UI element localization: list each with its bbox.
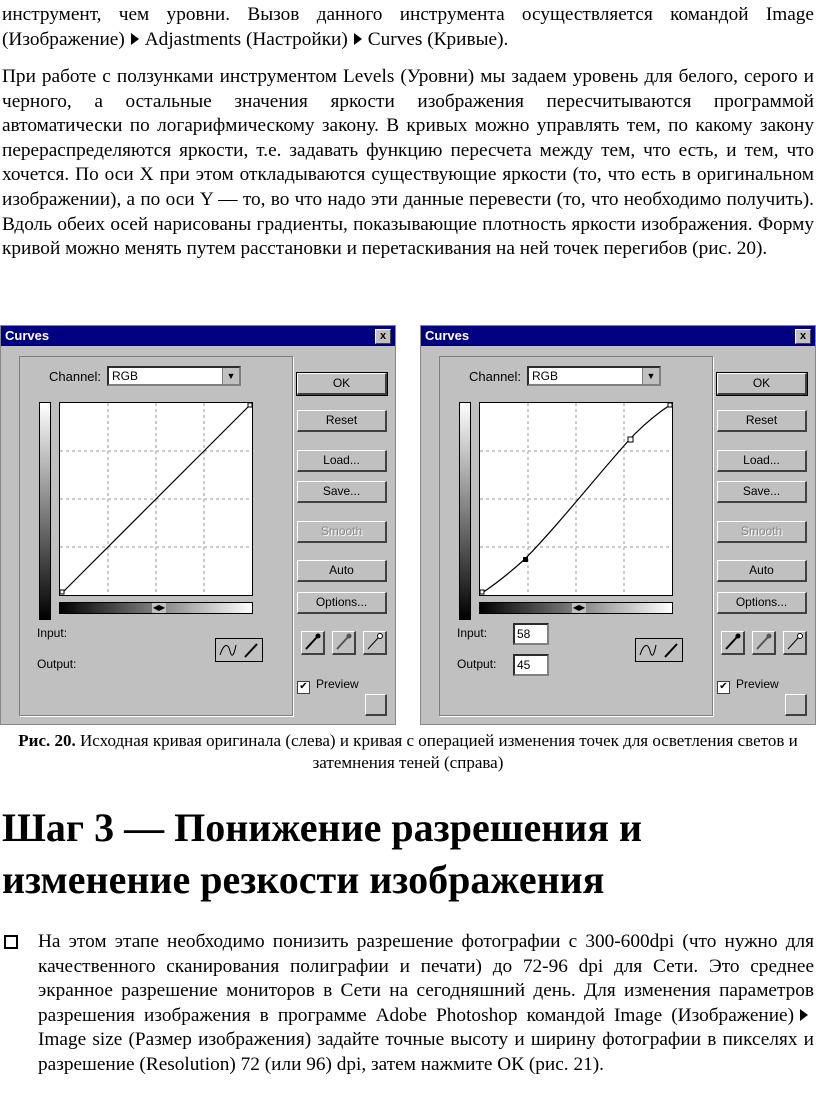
figure-caption (0, 730, 816, 774)
preview-label: Preview (316, 677, 359, 691)
menu-adjustments: Adjastments (Настройки) (144, 28, 348, 50)
channel-select[interactable] (527, 366, 661, 386)
dialog-title: Curves (425, 328, 470, 343)
curve-graph-svg (480, 403, 672, 595)
ok-button[interactable]: OK (717, 373, 807, 395)
ok-button[interactable]: OK (297, 373, 387, 395)
output-label: Output: (37, 657, 77, 671)
channel-label: Channel: (469, 369, 522, 384)
menu-curves: Curves (Кривые). (367, 28, 509, 50)
options-button[interactable]: Options... (297, 592, 387, 614)
arrow-right-icon (800, 1009, 808, 1021)
output-gradient-bar (39, 402, 51, 620)
gradient-toggle-icon[interactable]: ◀▶ (572, 603, 586, 612)
channel-value: RGB (112, 369, 139, 383)
preview-label: Preview (736, 677, 779, 691)
curve-graph-svg (60, 403, 252, 595)
curve-endpoint-black (480, 590, 484, 594)
reset-button[interactable]: Reset (297, 410, 387, 432)
curve-tool-group (215, 638, 263, 662)
input-label: Input: (457, 626, 488, 640)
reset-button[interactable]: Reset (717, 410, 807, 432)
black-eyedropper-icon[interactable] (721, 631, 745, 655)
gray-eyedropper-icon[interactable] (332, 631, 356, 655)
caption-label: Рис. 20. (18, 731, 76, 750)
output-label: Output: (457, 657, 497, 671)
expand-icon[interactable] (785, 694, 807, 716)
load-button[interactable]: Load... (717, 450, 807, 472)
input-gradient-bar (59, 602, 253, 614)
caption-text: Исходная кривая оригинала (слева) и кривая с операцией изменения точек для осветления светов и затемнения теней (справа) (80, 731, 798, 772)
curves-dialog-left (0, 325, 396, 725)
white-eyedropper-icon[interactable] (363, 631, 387, 655)
pencil-tool-icon[interactable] (241, 641, 261, 659)
dialog-title-bar (1, 326, 395, 346)
output-gradient-bar (459, 402, 471, 620)
close-icon[interactable]: x (375, 329, 391, 344)
curve-endpoint-black (60, 590, 64, 594)
pencil-tool-icon[interactable] (661, 641, 681, 659)
intro-text-start: инструмент, чем уровни. Вызов данного инструмента осуществляется командой Image (Изображение) (2, 4, 814, 50)
load-button[interactable]: Load... (297, 450, 387, 472)
options-button[interactable]: Options... (717, 592, 807, 614)
intro-text (2, 3, 814, 52)
output-field[interactable]: 45 (513, 654, 549, 676)
black-eyedropper-icon[interactable] (301, 631, 325, 655)
dialog-title: Curves (5, 328, 50, 343)
save-button[interactable]: Save... (717, 481, 807, 503)
checkbox-bullet-icon (4, 935, 18, 949)
bullet-paragraph (38, 930, 814, 1078)
input-field[interactable]: 58 (513, 623, 549, 645)
input-gradient-bar (479, 602, 673, 614)
auto-button[interactable]: Auto (717, 560, 807, 582)
chevron-down-icon[interactable]: ▼ (642, 368, 659, 384)
close-icon[interactable]: x (795, 329, 811, 344)
preview-option[interactable] (717, 677, 779, 694)
arrow-right-icon (131, 33, 139, 45)
expand-icon[interactable] (365, 694, 387, 716)
section-heading: Шаг 3 — Понижение разрешения и изменение резкости изображения (2, 805, 642, 902)
channel-value: RGB (532, 369, 559, 383)
auto-button[interactable]: Auto (297, 560, 387, 582)
curve-endpoint-white (668, 403, 672, 407)
curve-point-highlights (628, 437, 633, 442)
channel-select[interactable] (107, 366, 241, 386)
channel-label: Channel: (49, 369, 102, 384)
curve-tool-icon[interactable] (218, 641, 238, 659)
curve-tool-icon[interactable] (638, 641, 658, 659)
save-button[interactable]: Save... (297, 481, 387, 503)
gray-eyedropper-icon[interactable] (752, 631, 776, 655)
body-paragraph: При работе с ползунками инструментом Levels (Уровни) мы задаем уровень для белого, серого и черного, а остальные значения яркости изображения пересчитываются программой автоматически по логарифмическому закону. В кривых можно управлять тем, по какому закону перераспределяются яркости, т.е. задавать функцию пересчета между тем, что есть, и тем, что хочется. По оси X при этом откладываются существующие яркости (то, что есть в оригинальном изображении), а по оси Y — то, во что надо эти данные перевести (то, что необходимо получить). Вдоль обеих осей нарисованы градиенты, показывающие плотность яркости изображения. Форму кривой можно менять путем расстановки и перетаскивания на ней точек перегибов (рис. 20). (2, 66, 814, 260)
input-label: Input: (37, 626, 68, 640)
chevron-down-icon[interactable]: ▼ (222, 368, 239, 384)
smooth-button[interactable]: Smooth (297, 521, 387, 543)
curves-dialog-right (420, 325, 816, 725)
gradient-toggle-icon[interactable]: ◀▶ (152, 603, 166, 612)
curve-tool-group (635, 638, 683, 662)
preview-option[interactable] (297, 677, 359, 694)
bullet-text-start: На этом этапе необходимо понизить разрешение фотографии с 300-600dpi (что нужно для качественного сканирования полиграфии и печати) до 72-96 dpi для Сети. Это среднее экранное разрешение мониторов в Сети на сегодняшний день. Для изменения параметров разрешения изображения в программе Adobe Photoshop командой Image (Изображение) (38, 931, 814, 1026)
smooth-button[interactable]: Smooth (717, 521, 807, 543)
preview-checkbox[interactable]: ✔ (297, 681, 310, 694)
bullet-text-end: Image size (Размер изображения) задайте точные высоту и ширину фотографии в пикселях и разрешение (Resolution) 72 (или 96) dpi, затем нажмите ОК (рис. 21). (38, 1029, 814, 1075)
curve-endpoint-white (248, 403, 252, 407)
dialog-title-bar (421, 326, 815, 346)
preview-checkbox[interactable]: ✔ (717, 681, 730, 694)
curve-graph[interactable] (59, 402, 253, 596)
curve-point-shadows (523, 557, 528, 562)
curve-graph[interactable] (479, 402, 673, 596)
white-eyedropper-icon[interactable] (783, 631, 807, 655)
arrow-right-icon (354, 33, 362, 45)
